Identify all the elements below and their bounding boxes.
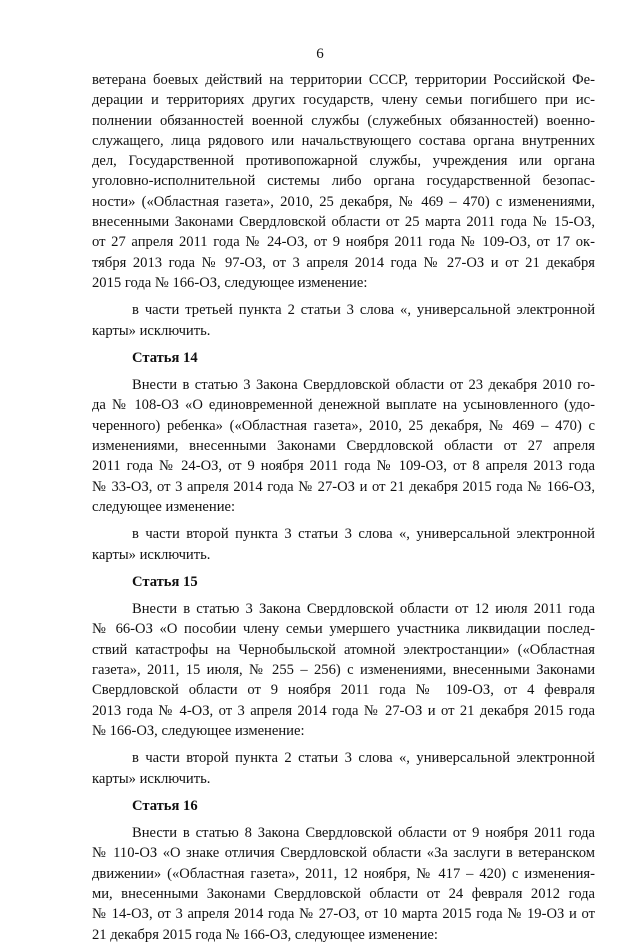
- text-line: № 14-ОЗ, от 3 апреля 2014 года № 27-ОЗ, от 10 марта 2015 года № 19-ОЗ и от: [92, 906, 595, 923]
- text-line: № 110-ОЗ «О знаке отличия Свердловской области «За заслуги в ветеранском: [92, 845, 595, 862]
- text-line: движении» («Областная газета», 2011, 12 ноября, № 417 – 420) с изменения-: [92, 865, 595, 882]
- text-line: от 27 апреля 2011 года № 24-ОЗ, от 9 ноября 2011 года № 109-ОЗ, от 17 ок-: [92, 234, 595, 251]
- paragraph: [92, 823, 595, 945]
- paragraph: [92, 748, 595, 789]
- text-line: следующее изменение:: [92, 498, 236, 515]
- text-line: в части третьей пункта 2 статьи 3 слова «, универсальной электронной: [132, 302, 595, 319]
- text-line: Свердловской области от 9 ноября 2011 года № 109-ОЗ, от 4 февраля: [92, 682, 595, 699]
- text-line: черенного) ребенка» («Областная газета», 2010, 25 декабря, № 469 – 470) с: [92, 417, 595, 434]
- text-line: карты» исключить.: [92, 770, 211, 787]
- text-line: 21 декабря 2015 года № 166-ОЗ, следующее изменение:: [92, 926, 438, 943]
- text-line: № 166-ОЗ, следующее изменение:: [92, 722, 305, 739]
- text-line: в части второй пункта 3 статьи 3 слова «, универсальной электронной: [132, 526, 595, 543]
- paragraph: [92, 375, 595, 517]
- text-line: № 33-ОЗ, от 3 апреля 2014 года № 27-ОЗ и от 21 декабря 2015 года № 166-ОЗ,: [92, 478, 595, 495]
- text-line: Внести в статью 8 Закона Свердловской области от 9 ноября 2011 года: [132, 825, 595, 842]
- text-line: 2011 года № 24-ОЗ, от 9 ноября 2011 года № 109-ОЗ, от 8 апреля 2013 года: [92, 458, 595, 475]
- text-line: Внести в статью 3 Закона Свердловской области от 12 июля 2011 года: [132, 601, 595, 618]
- article-heading: Статья 15: [132, 573, 198, 590]
- text-line: 2015 года № 166-ОЗ, следующее изменение:: [92, 274, 368, 291]
- text-line: тября 2013 года № 97-ОЗ, от 3 апреля 2014 года № 27-ОЗ и от 21 декабря: [92, 254, 595, 271]
- text-line: изменениями, внесенными Законами Свердловской области от 27 апреля: [92, 438, 595, 455]
- text-line: да № 108-ОЗ «О единовременной денежной выплате на усыновленного (удо-: [92, 397, 595, 414]
- document-body: [92, 70, 595, 952]
- article-heading: Статья 16: [132, 797, 198, 814]
- page-number: 6: [316, 46, 324, 62]
- text-line: карты» исключить.: [92, 322, 211, 339]
- paragraph: [92, 524, 595, 565]
- text-line: ми, внесенными Законами Свердловской области от 24 февраля 2012 года: [92, 885, 595, 902]
- text-line: ветерана боевых действий на территории СССР, территории Российской Фе-: [92, 72, 595, 88]
- text-line: ности» («Областная газета», 2010, 25 декабря, № 469 – 470) с изменениями,: [92, 193, 595, 210]
- paragraph: [92, 70, 595, 293]
- text-line: полнении обязанностей военной службы (служебных обязанностей) военно-: [92, 112, 595, 129]
- text-line: ствий катастрофы на Чернобыльской атомной электростанции» («Областная: [92, 641, 595, 658]
- text-line: в части второй пункта 2 статьи 3 слова «, универсальной электронной: [132, 750, 595, 767]
- article-heading: Статья 14: [132, 349, 198, 366]
- text-line: карты» исключить.: [92, 546, 211, 563]
- text-line: уголовно-исполнительной системы либо органа государственной безопас-: [92, 173, 595, 190]
- text-line: дерации и территориях других государств, члену семьи погибшего при ис-: [92, 92, 595, 109]
- paragraph: [92, 599, 595, 741]
- text-line: газета», 2011, 15 июля, № 255 – 256) с изменениями, внесенными Законами: [92, 662, 595, 679]
- paragraph: [92, 300, 595, 341]
- text-line: Внести в статью 3 Закона Свердловской области от 23 декабря 2010 го-: [132, 377, 595, 394]
- text-line: 2013 года № 4-ОЗ, от 3 апреля 2014 года № 27-ОЗ и от 21 декабря 2015 года: [92, 702, 595, 719]
- text-line: дел, Государственной противопожарной службы, учреждения или органа: [92, 153, 595, 170]
- text-line: № 66-ОЗ «О пособии члену семьи умершего участника ликвидации послед-: [92, 621, 595, 638]
- text-line: внесенными Законами Свердловской области от 25 марта 2011 года № 15-ОЗ,: [92, 214, 595, 231]
- text-line: служащего, лица рядового или начальствующего состава органа внутренних: [92, 132, 595, 149]
